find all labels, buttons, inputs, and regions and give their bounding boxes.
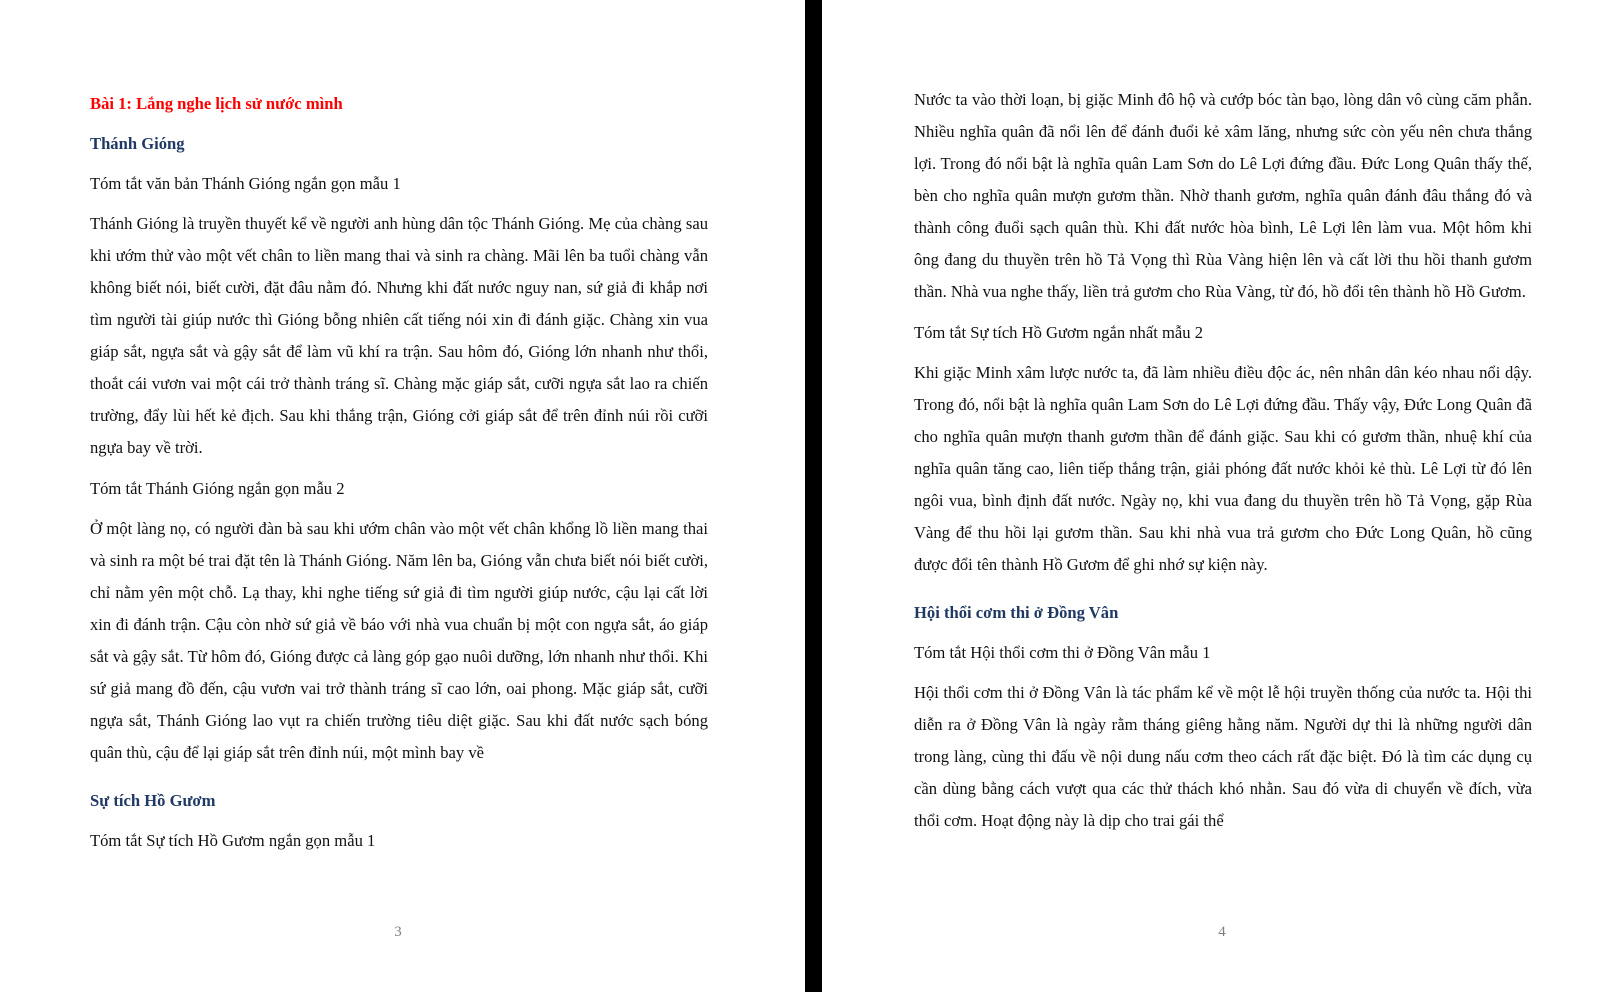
page-4-content [914, 84, 1532, 846]
page-4 [822, 0, 1620, 992]
summary-subtitle: Tóm tắt Thánh Gióng ngắn gọn mẫu 2 [90, 479, 345, 498]
summary-subtitle: Tóm tắt văn bản Thánh Gióng ngắn gọn mẫu 1 [90, 174, 401, 193]
lesson-title: Bài 1: Lắng nghe lịch sử nước mình [90, 94, 343, 113]
page-3-content [90, 88, 708, 865]
summary-paragraph: Khi giặc Minh xâm lược nước ta, đã làm nhiều điều độc ác, nên nhân dân kéo nhau nổi dậy. Trong đó, nổi bật là nghĩa quân Lam Sơn do Lê Lợi đứng đầu. Thấy vậy, Đức Long Quân đã cho nghĩa quân mượn thanh gươm thần để đánh giặc. Sau khi có gươm thần, nhuệ khí của nghĩa quân tăng cao, liên tiếp thắng trận, giải phóng đất nước khỏi kẻ thù. Lê Lợi từ đó lên ngôi vua, bình định đất nước. Ngày nọ, khi vua đang du thuyền trên hồ Tả Vọng, gặp Rùa Vàng để thu hồi lại gươm thần. Sau khi nhà vua trả gươm cho Đức Long Quân, hồ cũng được đổi tên thành Hồ Gươm để ghi nhớ sự kiện này. [914, 363, 1532, 574]
section-heading-hoi-thoi-com: Hội thổi cơm thi ở Đồng Vân [914, 603, 1119, 622]
summary-paragraph: Hội thổi cơm thi ở Đồng Vân là tác phẩm kể về một lễ hội truyền thống của nước ta. Hội thi diễn ra ở Đồng Vân là ngày rằm tháng giêng hằng năm. Người dự thi là những người dân trong làng, cùng thi đấu về nội dung nấu cơm theo cách rất đặc biệt. Đó là tìm các dụng cụ cần dùng bằng cách vượt qua các thử thách khó nhằn. Sau đó vừa di chuyển về đích, vừa thổi cơm. Hoạt động này là dịp cho trai gái thể [914, 683, 1532, 830]
page-3 [0, 0, 805, 992]
section-heading-ho-guom: Sự tích Hồ Gươm [90, 791, 216, 810]
summary-subtitle: Tóm tắt Sự tích Hồ Gươm ngắn nhất mẫu 2 [914, 323, 1203, 342]
summary-paragraph: Ở một làng nọ, có người đàn bà sau khi ướm chân vào một vết chân khổng lồ liền mang thai và sinh ra một bé trai đặt tên là Thánh Gióng. Năm lên ba, Gióng vẫn chưa biết nói biết cười, chỉ nằm yên một chỗ. Lạ thay, khi nghe tiếng sứ giả đi tìm người giúp nước, cậu lại cất lời xin đi đánh trận. Cậu còn nhờ sứ giả về báo với nhà vua chuẩn bị một con ngựa sắt, áo giáp sắt và gậy sắt. Từ hôm đó, Gióng được cả làng góp gạo nuôi dưỡng, lớn nhanh như thổi. Khi sứ giả mang đồ đến, cậu vươn vai trở thành tráng sĩ cao lớn, oai phong. Mặc giáp sắt, cưỡi ngựa sắt, Thánh Gióng lao vụt ra chiến trường tiêu diệt giặc. Sau khi đất nước sạch bóng quân thù, cậu để lại giáp sắt trên đỉnh núi, một mình bay về [90, 519, 708, 762]
summary-subtitle: Tóm tắt Sự tích Hồ Gươm ngắn gọn mẫu 1 [90, 831, 376, 850]
page-number: 4 [1218, 924, 1226, 940]
page-number: 3 [394, 924, 402, 940]
summary-paragraph: Thánh Gióng là truyền thuyết kể về người anh hùng dân tộc Thánh Gióng. Mẹ của chàng sau khi ướm thử vào một vết chân to liền mang thai và sinh ra chàng. Mãi lên ba tuổi chàng vẫn không biết nói, biết cười, đặt đâu nằm đó. Nhưng khi đất nước nguy nan, sứ giả đi khắp nơi tìm người tài giúp nước thì Gióng bỗng nhiên cất tiếng nói xin đi đánh giặc. Chàng xin vua giáp sắt, ngựa sắt và gậy sắt để làm vũ khí ra trận. Sau hôm đó, Gióng lớn nhanh như thổi, thoắt cái vươn vai một cái trở thành tráng sĩ. Chàng mặc giáp sắt, cưỡi ngựa sắt lao ra chiến trường, đẩy lùi hết kẻ địch. Sau khi thắng trận, Gióng cởi giáp sắt để trên đỉnh núi rồi cưỡi ngựa bay về trời. [90, 214, 708, 457]
section-heading-thanh-giong: Thánh Gióng [90, 134, 185, 153]
page-divider [805, 0, 822, 992]
summary-paragraph: Nước ta vào thời loạn, bị giặc Minh đô hộ và cướp bóc tàn bạo, lòng dân vô cùng căm phẫn. Nhiều nghĩa quân đã nổi lên để đánh đuổi kẻ xâm lăng, nhưng sức còn yếu nên chưa thắng lợi. Trong đó nổi bật là nghĩa quân Lam Sơn do Lê Lợi đứng đầu. Đức Long Quân thấy thế, bèn cho nghĩa quân mượn gươm thần. Nhờ thanh gươm, nghĩa quân đánh đâu thắng đó và thành công đuổi sạch quân thù. Khi đất nước hòa bình, Lê Lợi lên làm vua. Một hôm khi ông đang du thuyền trên hồ Tả Vọng thì Rùa Vàng hiện lên và cất lời thu hồi thanh gươm thần. Nhà vua nghe thấy, liền trả gươm cho Rùa Vàng, từ đó, hồ đổi tên thành hồ Hồ Gươm. [914, 90, 1532, 301]
summary-subtitle: Tóm tắt Hội thổi cơm thi ở Đồng Vân mẫu 1 [914, 643, 1211, 662]
